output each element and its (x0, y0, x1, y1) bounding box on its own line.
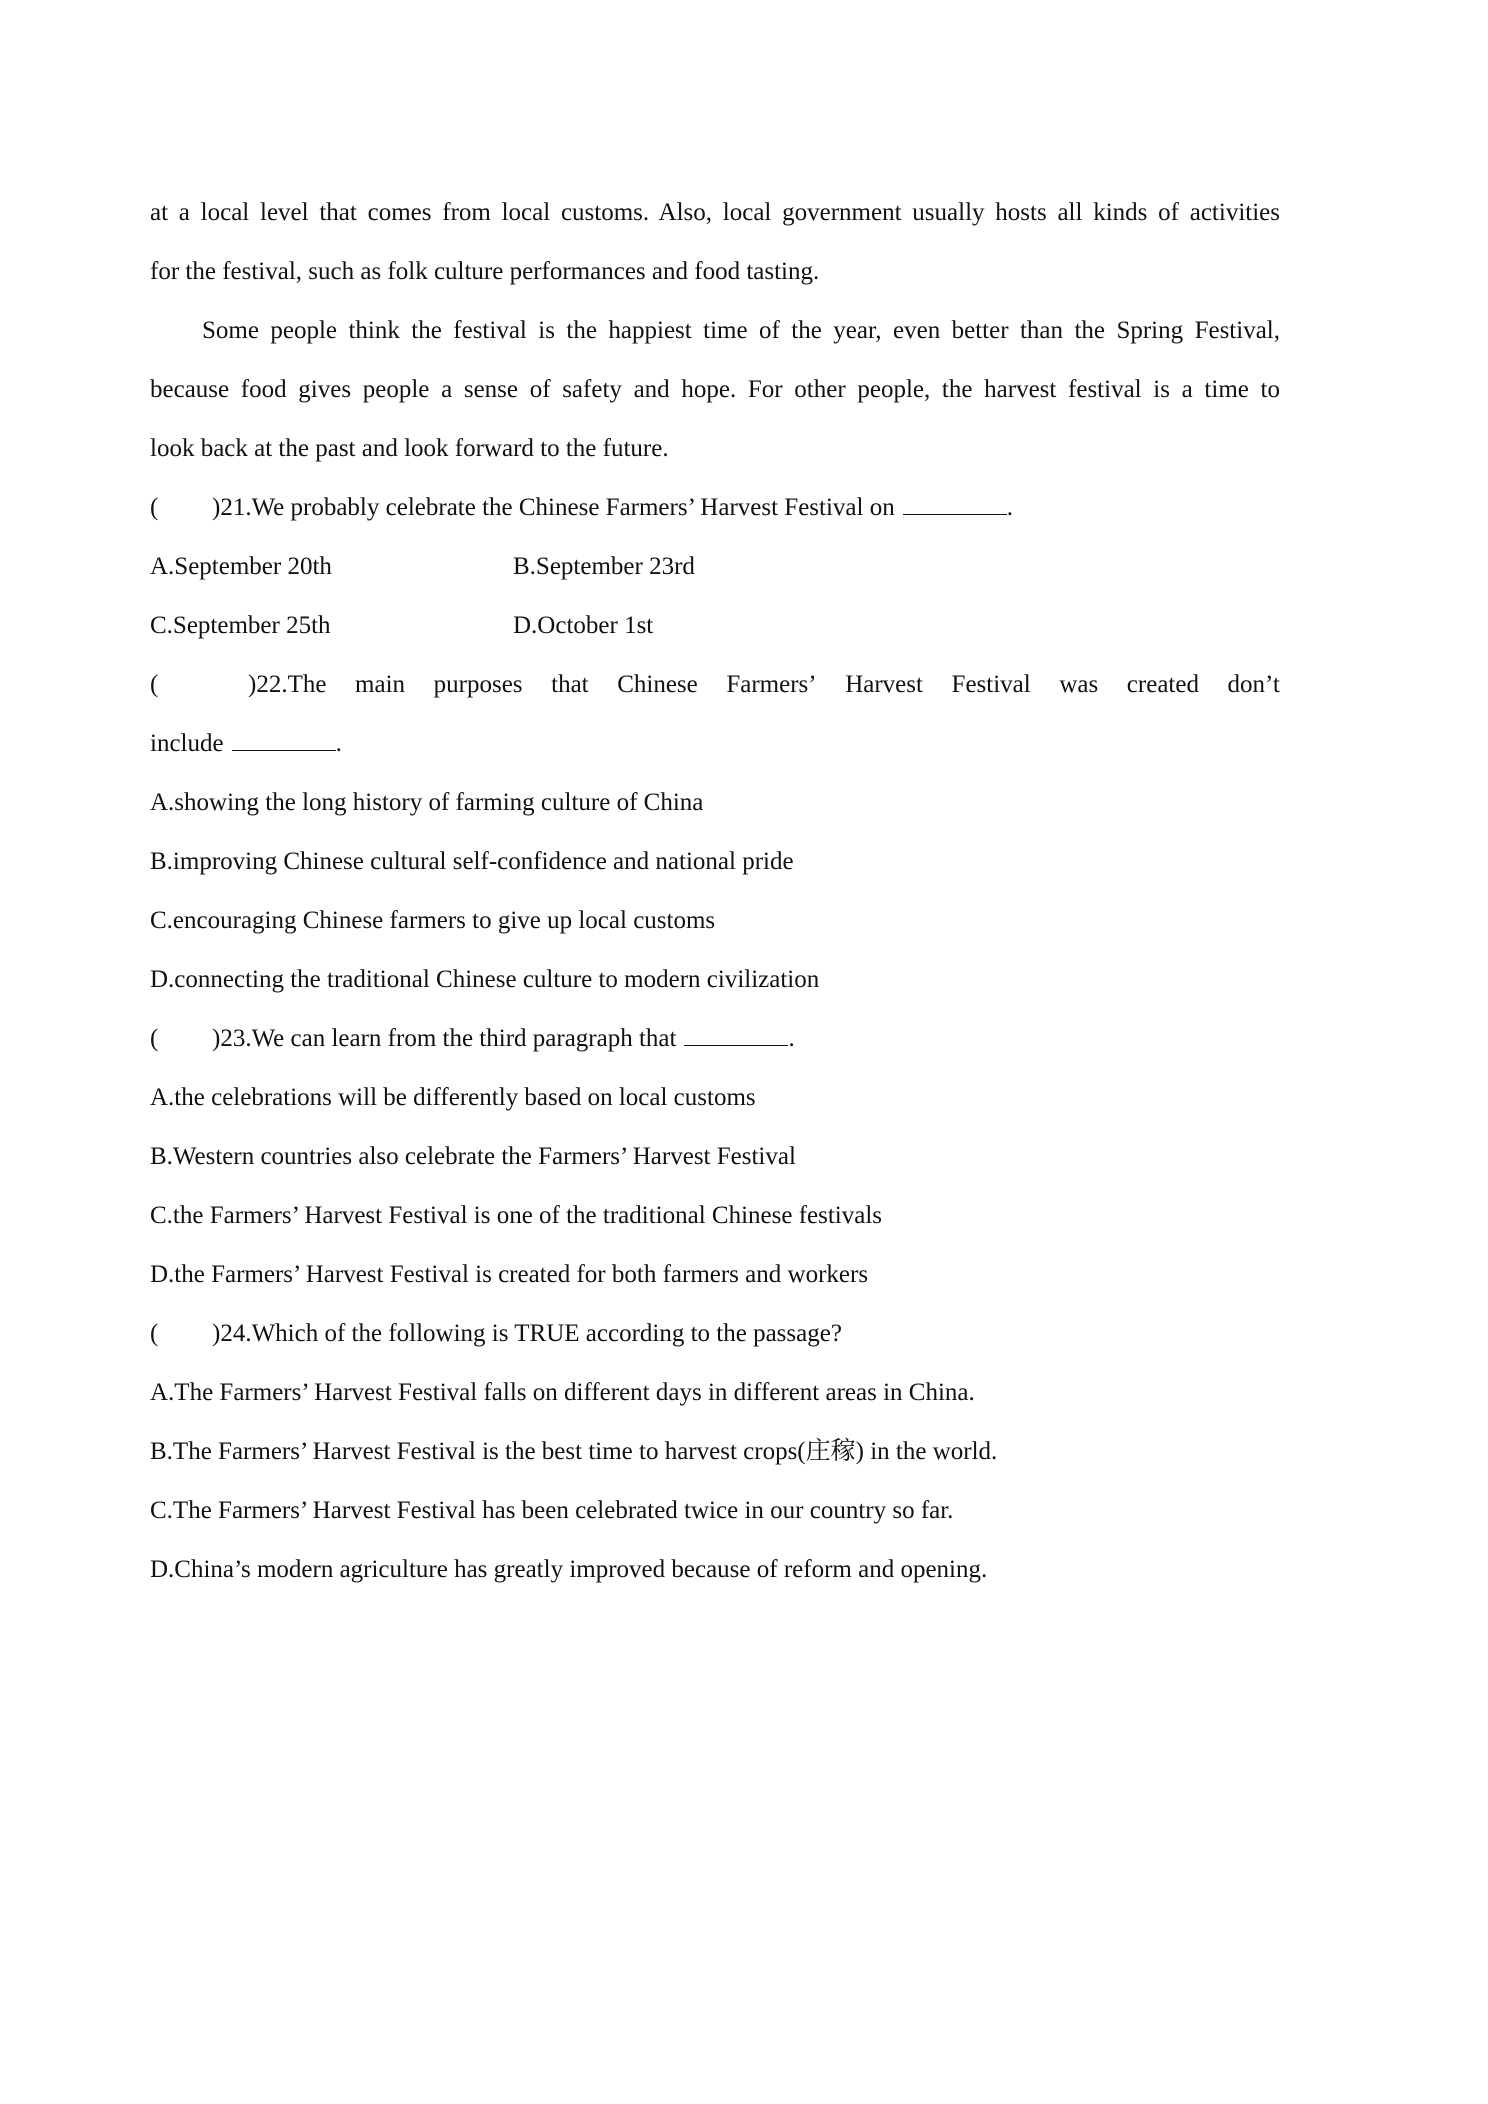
option-d: D.connecting the traditional Chinese culture to modern civilization (150, 966, 820, 993)
stem-word: Festival (951, 671, 1031, 698)
question-text: )23.We can learn from the third paragraph that (212, 1025, 677, 1052)
answer-blank[interactable] (903, 492, 1007, 515)
question-end: . (335, 730, 342, 757)
stem-word: main (355, 671, 406, 698)
option-a: A.September 20th (150, 553, 332, 580)
option-a: A.The Farmers’ Harvest Festival falls on different days in different areas in China. (150, 1379, 975, 1406)
stem-word: Chinese (617, 671, 698, 698)
passage-line: at a local level that comes from local customs. Also, local government usually hosts all kinds of activities (150, 199, 1280, 226)
option-a: A.the celebrations will be differently based on local customs (150, 1084, 756, 1111)
worksheet-page (150, 190, 1280, 1606)
answer-paren[interactable]: ( (150, 1025, 159, 1052)
answer-blank[interactable] (232, 728, 336, 751)
stem-word: was (1059, 671, 1099, 698)
question-text: )24.Which of the following is TRUE according to the passage? (212, 1320, 842, 1347)
question-end: . (788, 1025, 795, 1052)
question-22-stem (150, 662, 1280, 721)
question-23-stem (150, 1016, 1280, 1075)
stem-word-text: )22.The (248, 671, 327, 698)
stem-word: created (1126, 671, 1199, 698)
question-22-stem-cont (150, 721, 1280, 780)
question-21-options-row (150, 544, 1280, 603)
question-text: )21.We probably celebrate the Chinese Farmers’ Harvest Festival on (212, 494, 895, 521)
question-21-stem (150, 485, 1280, 544)
answer-blank[interactable] (684, 1023, 788, 1046)
option-d: D.the Farmers’ Harvest Festival is created for both farmers and workers (150, 1261, 869, 1288)
passage-line: for the festival, such as folk culture performances and food tasting. (150, 258, 820, 285)
stem-word: purposes (433, 671, 523, 698)
option-d: D.China’s modern agriculture has greatly improved because of reform and opening. (150, 1556, 988, 1583)
stem-word: don’t (1227, 671, 1280, 698)
option-b: B.Western countries also celebrate the Farmers’ Harvest Festival (150, 1143, 796, 1170)
option-c: C.the Farmers’ Harvest Festival is one of the traditional Chinese festivals (150, 1202, 883, 1229)
stem-word: Harvest (845, 671, 923, 698)
option-c: C.September 25th (150, 612, 331, 639)
option-b: B.improving Chinese cultural self-confidence and national pride (150, 848, 794, 875)
answer-paren[interactable]: ( (150, 494, 159, 521)
stem-word: Farmers’ (726, 671, 817, 698)
passage-line: Some people think the festival is the happiest time of the year, even better than the Spring Festival, (202, 317, 1280, 344)
option-b: B.The Farmers’ Harvest Festival is the best time to harvest crops(庄稼) in the world. (150, 1438, 998, 1465)
option-a: A.showing the long history of farming culture of China (150, 789, 704, 816)
answer-paren[interactable]: ( (150, 1320, 159, 1347)
passage-line: because food gives people a sense of safety and hope. For other people, the harvest festival is a time to (150, 376, 1280, 403)
option-b: B.September 23rd (513, 553, 695, 580)
option-d: D.October 1st (513, 612, 654, 639)
stem-word: that (551, 671, 589, 698)
question-end: . (1006, 494, 1013, 521)
stem-word (150, 662, 326, 721)
question-24-stem (150, 1311, 1280, 1370)
passage-line: look back at the past and look forward to the future. (150, 435, 669, 462)
answer-paren[interactable]: ( (150, 671, 159, 698)
option-c: C.encouraging Chinese farmers to give up local customs (150, 907, 716, 934)
question-text: include (150, 730, 224, 757)
option-c: C.The Farmers’ Harvest Festival has been celebrated twice in our country so far. (150, 1497, 954, 1524)
question-21-options-row (150, 603, 1280, 662)
